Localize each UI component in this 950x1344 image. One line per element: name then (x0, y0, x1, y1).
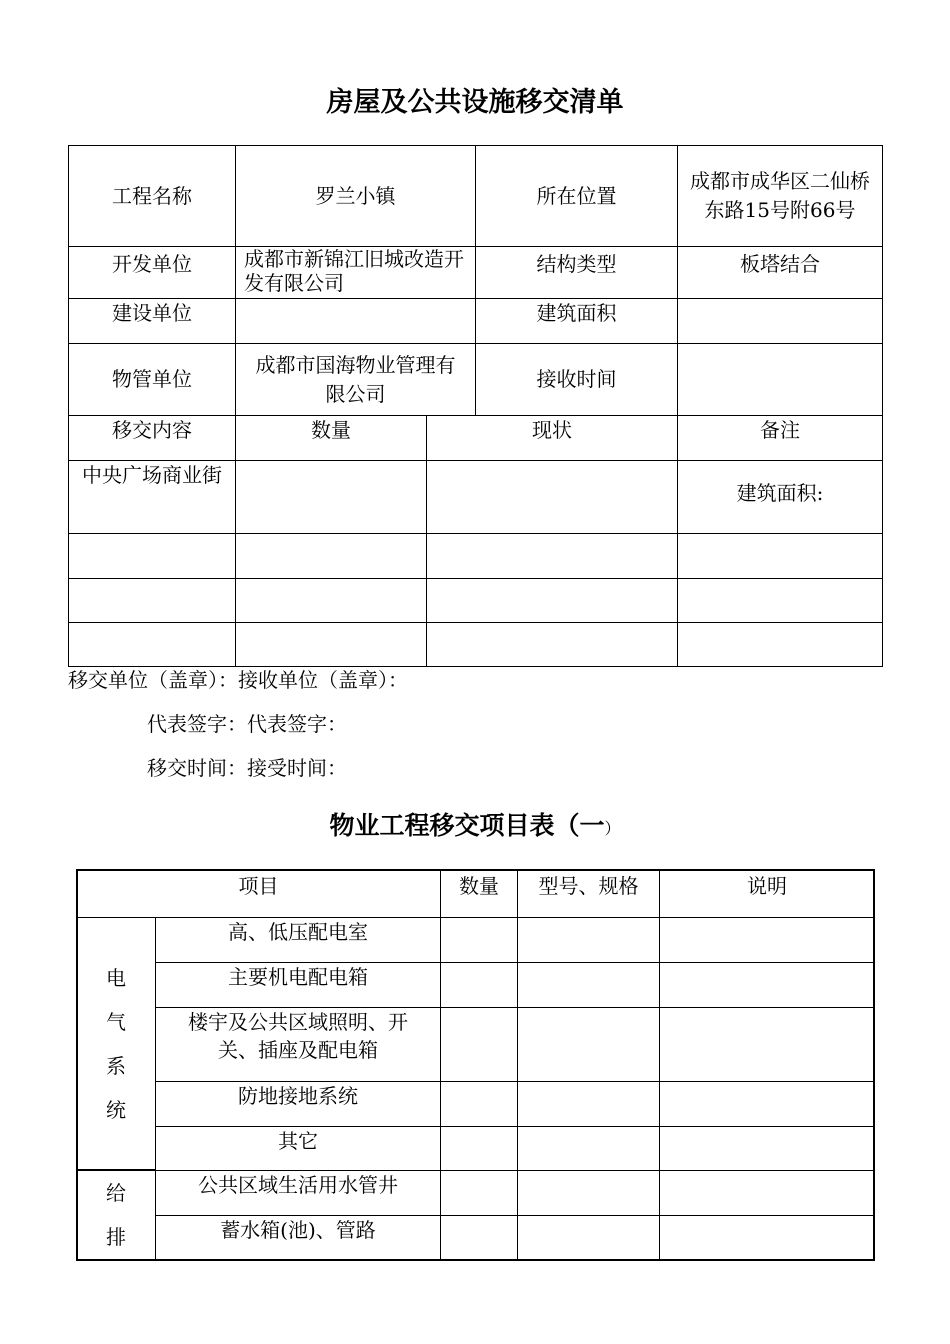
item-name: 防地接地系统 (155, 1081, 441, 1127)
value-project-name: 罗兰小镇 (235, 145, 476, 247)
header-item: 项目 (76, 869, 441, 918)
value-property-mgmt: 成都市国海物业管理有限公司 (235, 343, 476, 416)
value-developer: 成都市新锦江旧城改造开发有限公司 (235, 246, 476, 299)
table-cell (235, 622, 427, 667)
table-cell (426, 533, 678, 579)
table-cell (426, 460, 678, 534)
table-cell (659, 1007, 875, 1082)
signature-time-line: 移交时间：接受时间： (147, 756, 347, 780)
table-cell (68, 622, 236, 667)
table-cell (677, 622, 883, 667)
table-cell (68, 533, 236, 579)
item-name: 其它 (155, 1126, 441, 1171)
table-cell (659, 917, 875, 963)
table-cell (659, 962, 875, 1008)
label-project-name: 工程名称 (68, 145, 236, 247)
table-cell (440, 1007, 518, 1082)
label-developer: 开发单位 (68, 246, 236, 299)
table-cell (659, 1215, 875, 1261)
value-building-area (677, 298, 883, 344)
header-quantity: 数量 (235, 415, 427, 461)
table-cell (68, 578, 236, 623)
signature-stamp-line: 移交单位（盖章）：接收单位（盖章）： (68, 668, 408, 692)
table-cell (517, 1007, 660, 1082)
page-title: 房屋及公共设施移交清单 (326, 87, 624, 118)
table-cell (517, 1170, 660, 1216)
table-cell (517, 1126, 660, 1171)
item-name: 高、低压配电室 (155, 917, 441, 963)
label-structure-type: 结构类型 (475, 246, 678, 299)
table-cell (659, 1170, 875, 1216)
value-construction-unit (235, 298, 476, 344)
section-title-suffix: ） (604, 819, 621, 838)
table-cell (426, 622, 678, 667)
header-quantity: 数量 (440, 869, 518, 918)
group-water-supply-drainage (76, 1170, 156, 1261)
table-cell (235, 578, 427, 623)
header-description: 说明 (659, 869, 875, 918)
header-model-spec: 型号、规格 (517, 869, 660, 918)
table-cell (677, 578, 883, 623)
table-cell: 中央广场商业街 (68, 460, 236, 534)
group-char: 排 (106, 1225, 126, 1249)
table-cell (659, 1081, 875, 1127)
table-cell (426, 578, 678, 623)
label-property-mgmt: 物管单位 (68, 343, 236, 416)
group-electrical-system (76, 917, 156, 1170)
table-cell (440, 917, 518, 963)
table-cell (517, 1081, 660, 1127)
group-char: 给 (106, 1181, 126, 1205)
label-building-area: 建筑面积 (475, 298, 678, 344)
table-cell (517, 1215, 660, 1261)
section-title (0, 806, 950, 842)
signature-representative-line: 代表签字：代表签字： (147, 712, 347, 736)
group-char: 系 (106, 1053, 126, 1078)
item-name: 蓄水箱(池)、管路 (155, 1215, 441, 1261)
value-receive-time (677, 343, 883, 416)
label-location: 所在位置 (475, 145, 678, 247)
table-cell (677, 533, 883, 579)
header-status: 现状 (426, 415, 678, 461)
table-cell (517, 962, 660, 1008)
table-cell (440, 1126, 518, 1171)
item-name: 公共区域生活用水管井 (155, 1170, 441, 1216)
item-name: 楼宇及公共区域照明、开关、插座及配电箱 (155, 1007, 441, 1082)
table-cell (440, 962, 518, 1008)
value-location: 成都市成华区二仙桥东路15号附66号 (677, 145, 883, 247)
group-char: 电 (106, 965, 126, 990)
table-cell (517, 917, 660, 963)
item-name: 主要机电配电箱 (155, 962, 441, 1008)
label-receive-time: 接收时间 (475, 343, 678, 416)
header-remarks: 备注 (677, 415, 883, 461)
table-cell (440, 1215, 518, 1261)
table-cell (440, 1170, 518, 1216)
header-handover-content: 移交内容 (68, 415, 236, 461)
value-structure-type: 板塔结合 (677, 246, 883, 299)
section-title-text: 物业工程移交项目表（一 (329, 811, 605, 840)
table-cell (235, 533, 427, 579)
table-cell (440, 1081, 518, 1127)
label-construction-unit: 建设单位 (68, 298, 236, 344)
table-cell: 建筑面积: (677, 460, 883, 534)
table-cell (235, 460, 427, 534)
group-char: 气 (106, 1009, 126, 1034)
table-cell (659, 1126, 875, 1171)
group-char: 统 (106, 1097, 126, 1122)
